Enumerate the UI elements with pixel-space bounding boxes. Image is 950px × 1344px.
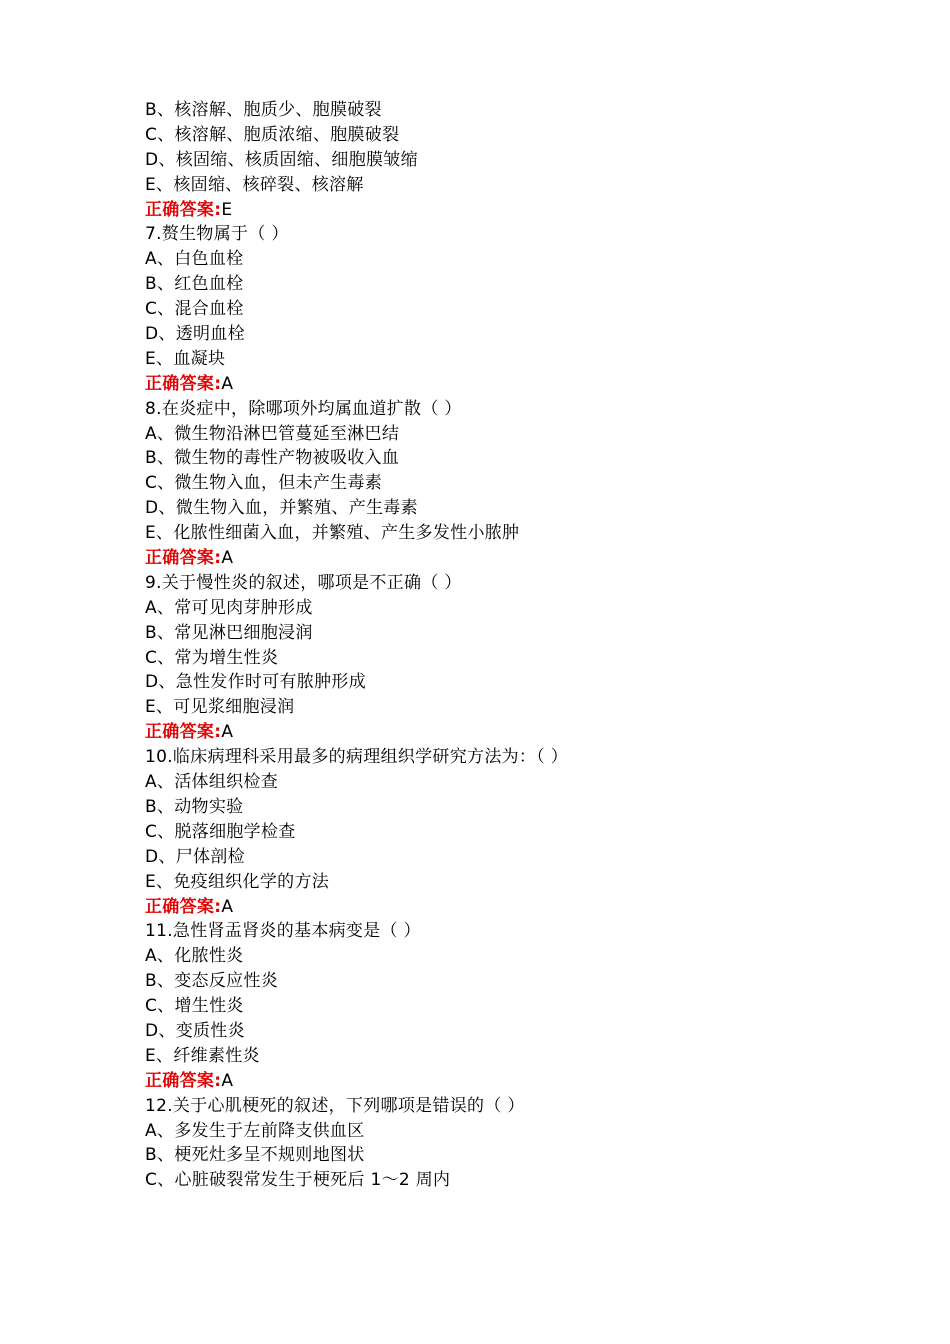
question-stem: 10.临床病理科采用最多的病理组织学研究方法为：（ ）: [145, 747, 569, 768]
answer-option: B、红色血栓: [145, 274, 244, 295]
answer-label: 正确答案:: [145, 199, 222, 220]
answer-option: C、核溶解、胞质浓缩、胞膜破裂: [145, 124, 400, 145]
answer-option: B、核溶解、胞质少、胞膜破裂: [145, 100, 382, 120]
answer-option: A、多发生于左前降支供血区: [145, 1120, 365, 1141]
answer-option: E、核固缩、核碎裂、核溶解: [145, 174, 364, 195]
answer-option: B、梗死灶多呈不规则地图状: [145, 1145, 365, 1166]
correct-answer-line: [145, 720, 845, 745]
question-stem: 11.急性肾盂肾炎的基本病变是（ ）: [145, 921, 421, 942]
answer-option: D、变质性炎: [145, 1020, 245, 1041]
answer-label: 正确答案:: [145, 1070, 222, 1091]
question-stem: 9.关于慢性炎的叙述，哪项是不正确（ ）: [145, 572, 462, 593]
answer-option: A、化脓性炎: [145, 946, 244, 967]
answer-value: E: [221, 199, 233, 220]
answer-label: 正确答案:: [145, 896, 222, 917]
answer-option: C、微生物入血，但未产生毒素: [145, 473, 383, 494]
answer-option: C、增生性炎: [145, 996, 244, 1017]
answer-option: B、微生物的毒性产物被吸收入血: [145, 448, 400, 469]
answer-option: D、核固缩、核质固缩、细胞膜皱缩: [145, 149, 418, 170]
correct-answer-line: [145, 546, 845, 571]
answer-option: E、化脓性细菌入血，并繁殖、产生多发性小脓肿: [145, 523, 520, 544]
answer-option: A、活体组织检查: [145, 772, 279, 793]
answer-option: B、动物实验: [145, 796, 244, 817]
correct-answer-line: [145, 198, 845, 223]
answer-option: E、免疫组织化学的方法: [145, 871, 330, 892]
answer-value: A: [221, 1070, 234, 1091]
answer-option: D、透明血栓: [145, 324, 245, 345]
answer-value: A: [221, 548, 234, 569]
question-list: [145, 98, 845, 1193]
answer-option: B、常见淋巴细胞浸润: [145, 622, 313, 643]
answer-option: C、常为增生性炎: [145, 647, 279, 668]
answer-value: A: [221, 722, 234, 743]
correct-answer-line: [145, 372, 845, 397]
correct-answer-line: [145, 895, 845, 920]
answer-option: E、纤维素性炎: [145, 1045, 260, 1066]
answer-option: C、心脏破裂常发生于梗死后 1～2 周内: [145, 1170, 451, 1191]
answer-label: 正确答案:: [145, 373, 222, 394]
correct-answer-line: [145, 1069, 845, 1094]
answer-option: A、白色血栓: [145, 249, 244, 270]
answer-option: A、微生物沿淋巴管蔓延至淋巴结: [145, 423, 400, 444]
question-stem: 8.在炎症中，除哪项外均属血道扩散（ ）: [145, 398, 462, 419]
answer-value: A: [221, 373, 234, 394]
question-stem: 12.关于心肌梗死的叙述，下列哪项是错误的（ ）: [145, 1095, 525, 1116]
answer-label: 正确答案:: [145, 722, 222, 743]
answer-option: E、可见浆细胞浸润: [145, 697, 295, 718]
answer-option: D、尸体剖检: [145, 846, 245, 867]
answer-label: 正确答案:: [145, 548, 222, 569]
answer-option: D、急性发作时可有脓肿形成: [145, 672, 366, 693]
answer-option: D、微生物入血，并繁殖、产生毒素: [145, 498, 418, 519]
answer-option: C、混合血栓: [145, 299, 244, 320]
answer-option: A、常可见肉芽肿形成: [145, 597, 313, 618]
answer-value: A: [221, 896, 234, 917]
question-stem: 7.赘生物属于（ ）: [145, 224, 289, 245]
answer-option: C、脱落细胞学检查: [145, 821, 296, 842]
answer-option: E、血凝块: [145, 348, 226, 369]
answer-option: B、变态反应性炎: [145, 971, 279, 992]
